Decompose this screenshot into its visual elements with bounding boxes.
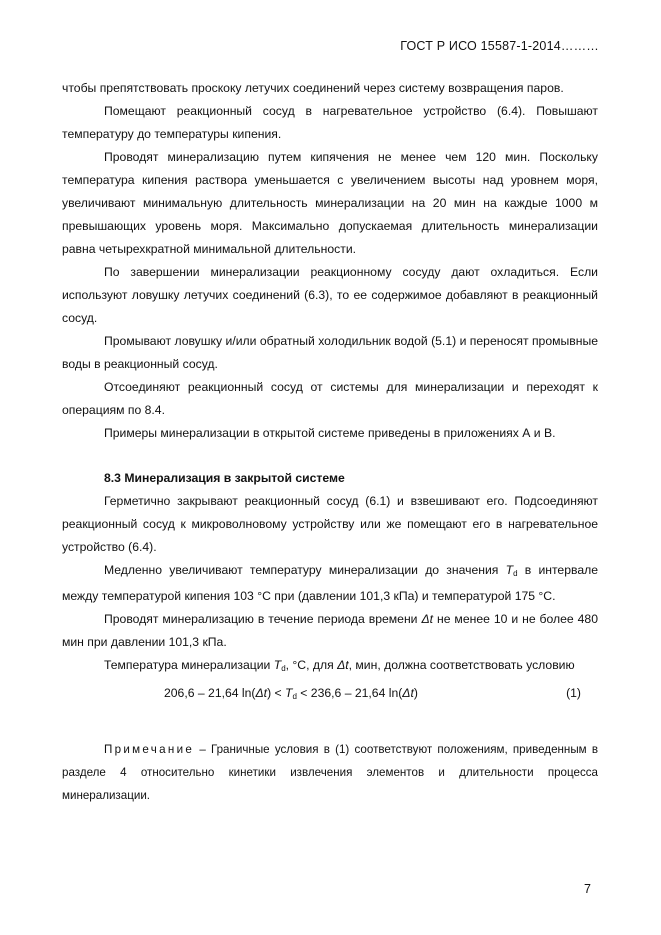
page-number: 7 [584,882,591,896]
delta-t-symbol: Δt [421,612,434,626]
delta-t-symbol: Δt [255,686,268,700]
formula-row [62,680,598,708]
formula: 206,6 – 21,64 $\ln(\Delta t) < T_d < 236,6 - 21,64$ ln(Δt) [164,686,418,701]
text-segment: не менее 10 и не более 480 мин при давлении 101,3 кПа. [62,612,598,649]
text-segment: в интервале между температурой кипения 103 °C при (давлении 101,3 кПа) и температурой 175 °C. [62,563,598,603]
paragraph-seal-vessel: Герметично закрывают реакционный сосуд (6.1) и взвешивают его. Подсоединяют реакционный сосуд к микроволновому устройству или же помещают его в нагревательное устройство (6.4). [62,494,598,554]
text-segment: , °C, для [285,658,338,672]
text-segment: , мин, должна соответствовать условию [348,658,575,672]
paragraph-vessel-heating: Помещают реакционный сосуд в нагревательное устройство (6.4). Повышают температуру до температуры кипения. [62,104,598,141]
note-text: – Граничные условия в (1) соответствуют положениям, приведенным в разделе 4 относительно кинетики извлечения элементов и длительности процесса минерализации. [62,743,598,802]
temperature-symbol: T [285,686,293,700]
temperature-subscript: d [281,664,286,673]
standard-id: ГОСТ Р ИСО 15587-1-2014……… [400,39,599,53]
text-segment: Проводят минерализацию в течение периода времени [104,612,422,626]
paragraph-continuation: чтобы препятствовать проскоку летучих соединений через систему возвращения паров. [62,81,564,95]
paragraph-disconnect: Отсоединяют реакционный сосуд от системы для минерализации и переходят к операциям по 8.4. [62,380,598,417]
paragraph-time-period [62,608,598,654]
section-title: 8.3 Минерализация в закрытой системе [104,471,345,485]
delta-t-symbol: Δt [337,658,349,672]
temperature-subscript: d [292,692,297,701]
note-label: Примечание [104,743,195,756]
paragraph-cooling: По завершении минерализации реакционному сосуду дают охладиться. Если используют ловушку летучих соединений (6.3), то ее содержимое добавляют в реакционный сосуд. [62,265,598,325]
page-body [62,77,598,807]
delta-t-symbol: Δt [402,686,414,700]
text-segment: Температура минерализации [104,658,274,672]
paragraph-temperature-range [62,559,598,608]
formula-number: (1) [566,686,581,700]
document-header [400,39,599,53]
paragraph-boiling-duration: Проводят минерализацию путем кипячения не менее чем 120 мин. Поскольку температура кипения раствора уменьшается с увеличением высоты над уровнем моря, увеличивают минимальную длительность минерализации на 20 мин на каждые 1000 м превышающих уровень моря. Максимально допускаемая длительность минерализации равна четырехкратной минимальной длительности. [62,150,598,256]
text-segment: Медленно увеличивают температуру минерализации до значения [104,563,506,577]
paragraph-condition [62,654,598,680]
paragraph-examples: Примеры минерализации в открытой системе приведены в приложениях А и В. [104,426,556,440]
temperature-symbol: T [505,563,514,577]
note [62,738,598,807]
temperature-subscript: d [513,569,518,578]
temperature-symbol: T [273,658,282,672]
paragraph-rinsing: Промывают ловушку и/или обратный холодильник водой (5.1) и переносят промывные воды в реакционный сосуд. [62,334,598,371]
